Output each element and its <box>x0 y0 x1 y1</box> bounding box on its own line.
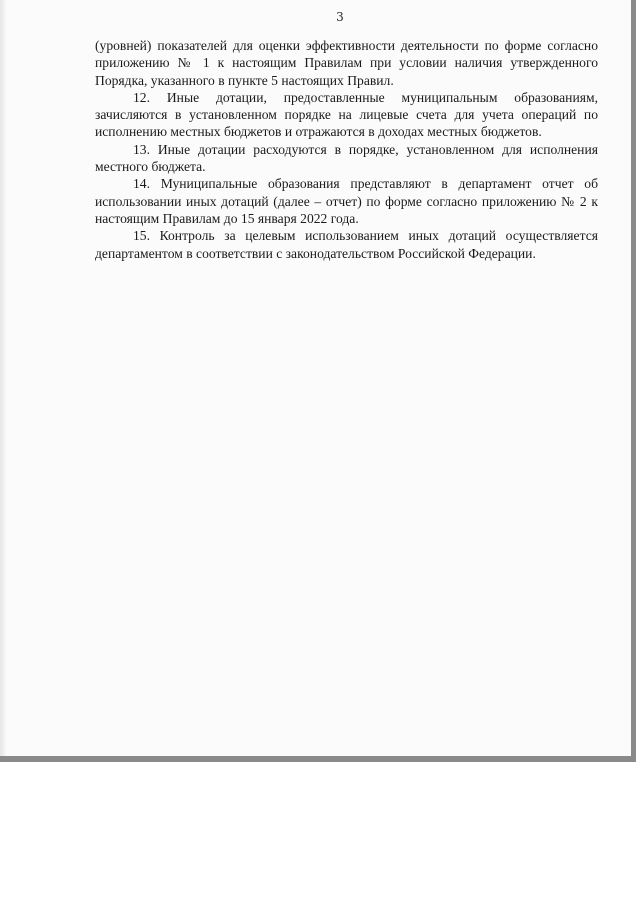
blank-margin <box>0 762 640 905</box>
paragraph-12: 12. Иные дотации, предоставленные муниципальным образованиям, зачисляются в установленном порядке на лицевые счета для учета операций по исполнению местных бюджетов и отражаются в доходах местных бюджетов. <box>95 89 598 140</box>
document-body <box>95 37 598 262</box>
paragraph-continuation: (уровней) показателей для оценки эффективности деятельности по форме согласно приложению № 1 к настоящим Правилам при условии наличия утвержденного Порядка, указанного в пункте 5 настоящих Правил. <box>95 38 598 88</box>
page-number: 3 <box>336 10 344 24</box>
paragraph-13: 13. Иные дотации расходуются в порядке, установленном для исполнения местного бюджета. <box>95 141 598 175</box>
scan-edge-shadow <box>0 0 6 756</box>
paragraph-15: 15. Контроль за целевым использованием иных дотаций осуществляется департаментом в соответствии с законодательством Российской Федерации. <box>95 228 598 261</box>
paragraph-14: 14. Муниципальные образования представляют в департамент отчет об использовании иных дотаций (далее – отчет) по форме согласно приложению № 2 к настоящим Правилам до 15 января 2022 года. <box>95 176 598 226</box>
